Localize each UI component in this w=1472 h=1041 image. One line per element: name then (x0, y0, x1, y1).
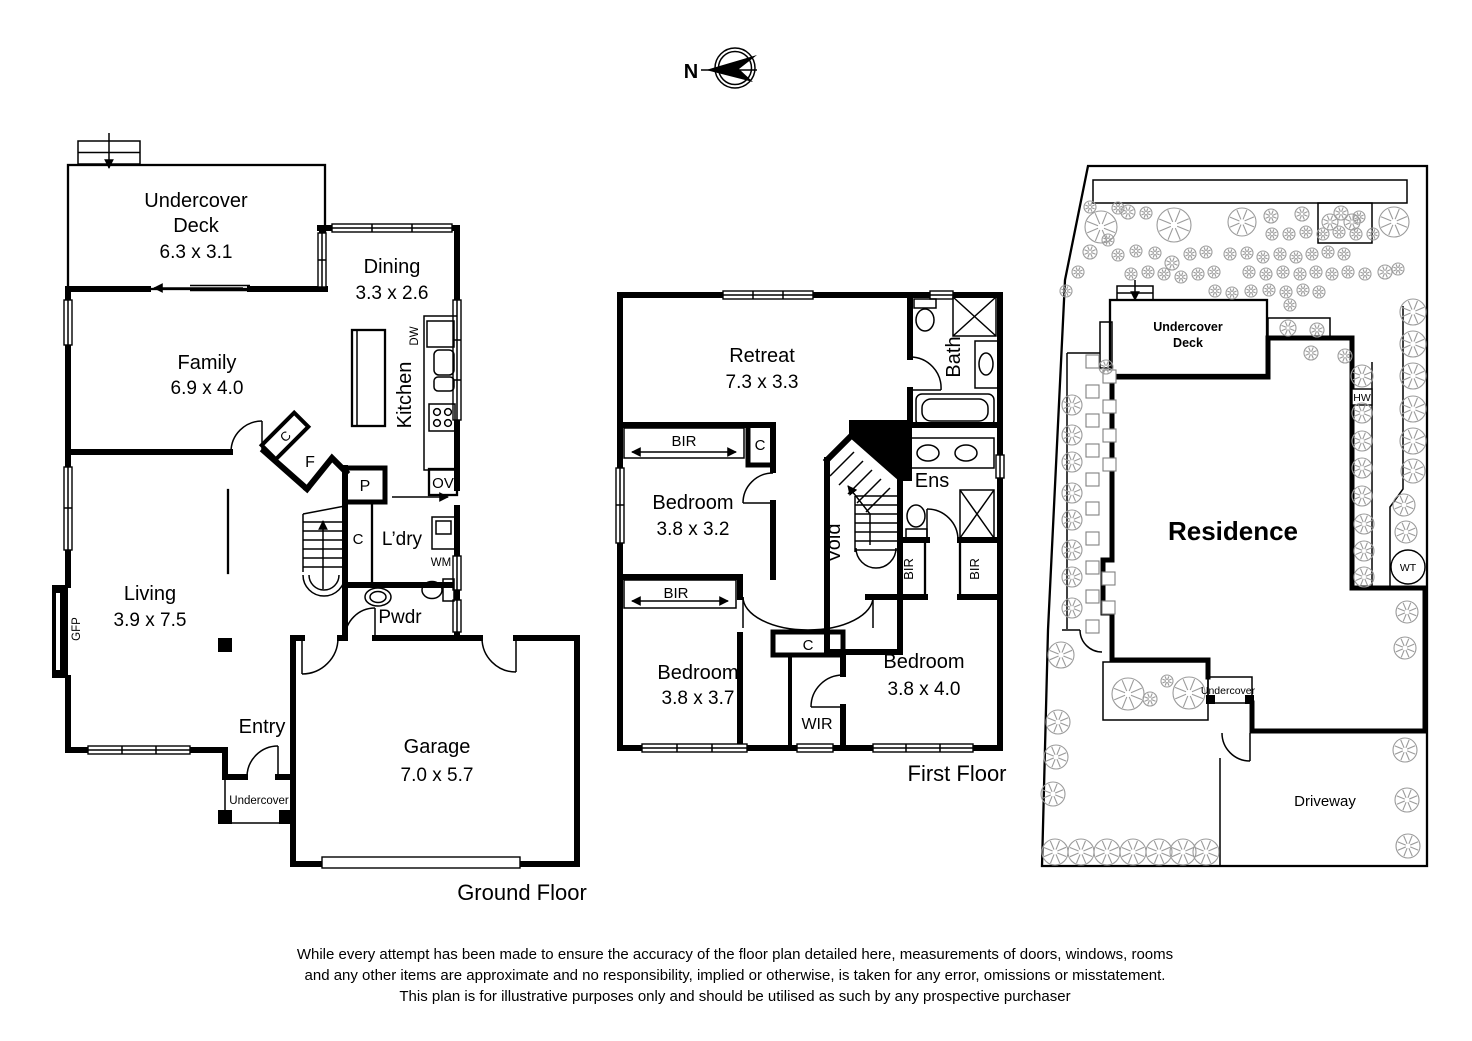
double-vanity-icon (907, 438, 994, 468)
island-bench (352, 330, 385, 426)
toilet-icon (914, 299, 936, 331)
family-label: Family (177, 352, 237, 374)
retreat-label: Retreat (729, 345, 795, 367)
closet-top-label: C (754, 437, 766, 454)
driveway-edges (1220, 733, 1250, 866)
water-tank-label: WT (1399, 562, 1417, 574)
site-deck-steps-icon (1117, 280, 1153, 300)
gfp-label: GFP (71, 617, 83, 641)
driveway-label: Driveway (1294, 793, 1356, 810)
toilet-icon (906, 505, 927, 538)
wir-label: WIR (801, 716, 833, 733)
deck-label-2: Deck (173, 215, 219, 237)
bedroom1-label: Bedroom (652, 492, 734, 514)
family-dims: 6.9 x 4.0 (170, 378, 244, 399)
disclaimer-line-3: This plan is for illustrative purposes only and should be utilised as such by any prospective purchaser (399, 988, 1071, 1005)
closet-label: C (352, 531, 364, 548)
right-garden-beds (1372, 306, 1403, 588)
residence-label: Residence (1167, 516, 1299, 546)
hall-closet-diagonal (262, 413, 309, 460)
site-deck-label-2: Deck (1173, 336, 1203, 350)
vanity-icon (975, 341, 998, 388)
bir-retreat-label: BIR (671, 433, 697, 450)
garage-label: Garage (403, 736, 471, 758)
disclaimer-line-1: While every attempt has been made to ensure the accuracy of the floor plan detailed here, measurements of doors, windows, rooms (296, 946, 1174, 963)
entry-label: Entry (238, 716, 286, 738)
bedroom2-dims: 3.8 x 3.7 (661, 688, 735, 709)
kitchen-label: Kitchen (394, 361, 416, 429)
living-label: Living (123, 583, 177, 605)
porch-garden-bed (1103, 662, 1208, 720)
basin-icon (365, 588, 391, 606)
deck-dims: 6.3 x 3.1 (159, 242, 233, 263)
gas-fireplace-icon (52, 585, 68, 678)
deck-steps-icon (78, 133, 140, 168)
bir-ens-left-label: BIR (901, 558, 916, 580)
washing-machine-label: WM (430, 557, 452, 569)
powder-label: Pwdr (378, 607, 422, 628)
ground-floor-stairs (303, 506, 345, 596)
retreat-dims: 7.3 x 3.3 (725, 372, 799, 393)
hot-water-label: HW (1353, 392, 1371, 404)
bedroom2-label: Bedroom (657, 662, 739, 684)
site-porch-label: Undercover (1200, 685, 1256, 697)
laundry-label: L’dry (381, 529, 423, 550)
sink-icon (434, 350, 454, 391)
garage-dims: 7.0 x 5.7 (400, 765, 474, 786)
closet-diag-label: C (276, 427, 294, 445)
site-plan (1041, 166, 1427, 866)
ground-floor-title: Ground Floor (457, 880, 587, 905)
closet-hall-label: C (802, 637, 814, 654)
top-right-bed (1318, 203, 1372, 243)
first-floor-title: First Floor (907, 761, 1007, 786)
oven-label: OV (432, 475, 454, 492)
compass (684, 48, 757, 88)
dining-label: Dining (363, 256, 421, 278)
stair-wedge-wall (849, 420, 912, 481)
compass-north-label: N (683, 61, 699, 83)
dishwasher-icon (427, 321, 454, 347)
pantry-label: P (359, 478, 371, 495)
disclaimer-line-2: and any other items are approximate and no responsibility, implied or otherwise, is taken for any error, omissions or misstatement. (304, 967, 1166, 984)
first-floor-plan (616, 291, 1007, 786)
site-deck-label-1: Undercover (1153, 320, 1223, 334)
void-label: Void (823, 523, 845, 563)
ground-floor-plan (52, 133, 587, 905)
deck-label-1: Undercover (144, 190, 248, 212)
north-arrow-icon (706, 55, 757, 82)
bir-bed2-label: BIR (663, 585, 689, 602)
bedroom3-label: Bedroom (883, 651, 965, 673)
top-garden-strip (1093, 180, 1407, 203)
cooktop-icon (429, 404, 455, 431)
bath-label: Bath (943, 336, 965, 378)
bir-ens-right-label: BIR (967, 558, 982, 580)
dishwasher-label: DW (409, 326, 421, 346)
porch-label: Undercover (229, 795, 289, 807)
laundry-fixtures (432, 517, 455, 549)
bathtub-icon (916, 394, 994, 426)
disclaimer (297, 946, 1173, 1005)
shower-icon (960, 490, 994, 538)
ensuite-label: Ens (914, 470, 950, 492)
living-dims: 3.9 x 7.5 (113, 610, 187, 631)
fireplace-label: F (305, 454, 315, 471)
dining-dims: 3.3 x 2.6 (355, 283, 429, 304)
shower-icon (953, 297, 996, 336)
garage-door (322, 857, 520, 868)
pillar (218, 638, 232, 652)
bedroom1-dims: 3.8 x 3.2 (656, 519, 730, 540)
bedroom3-dims: 3.8 x 4.0 (887, 679, 961, 700)
